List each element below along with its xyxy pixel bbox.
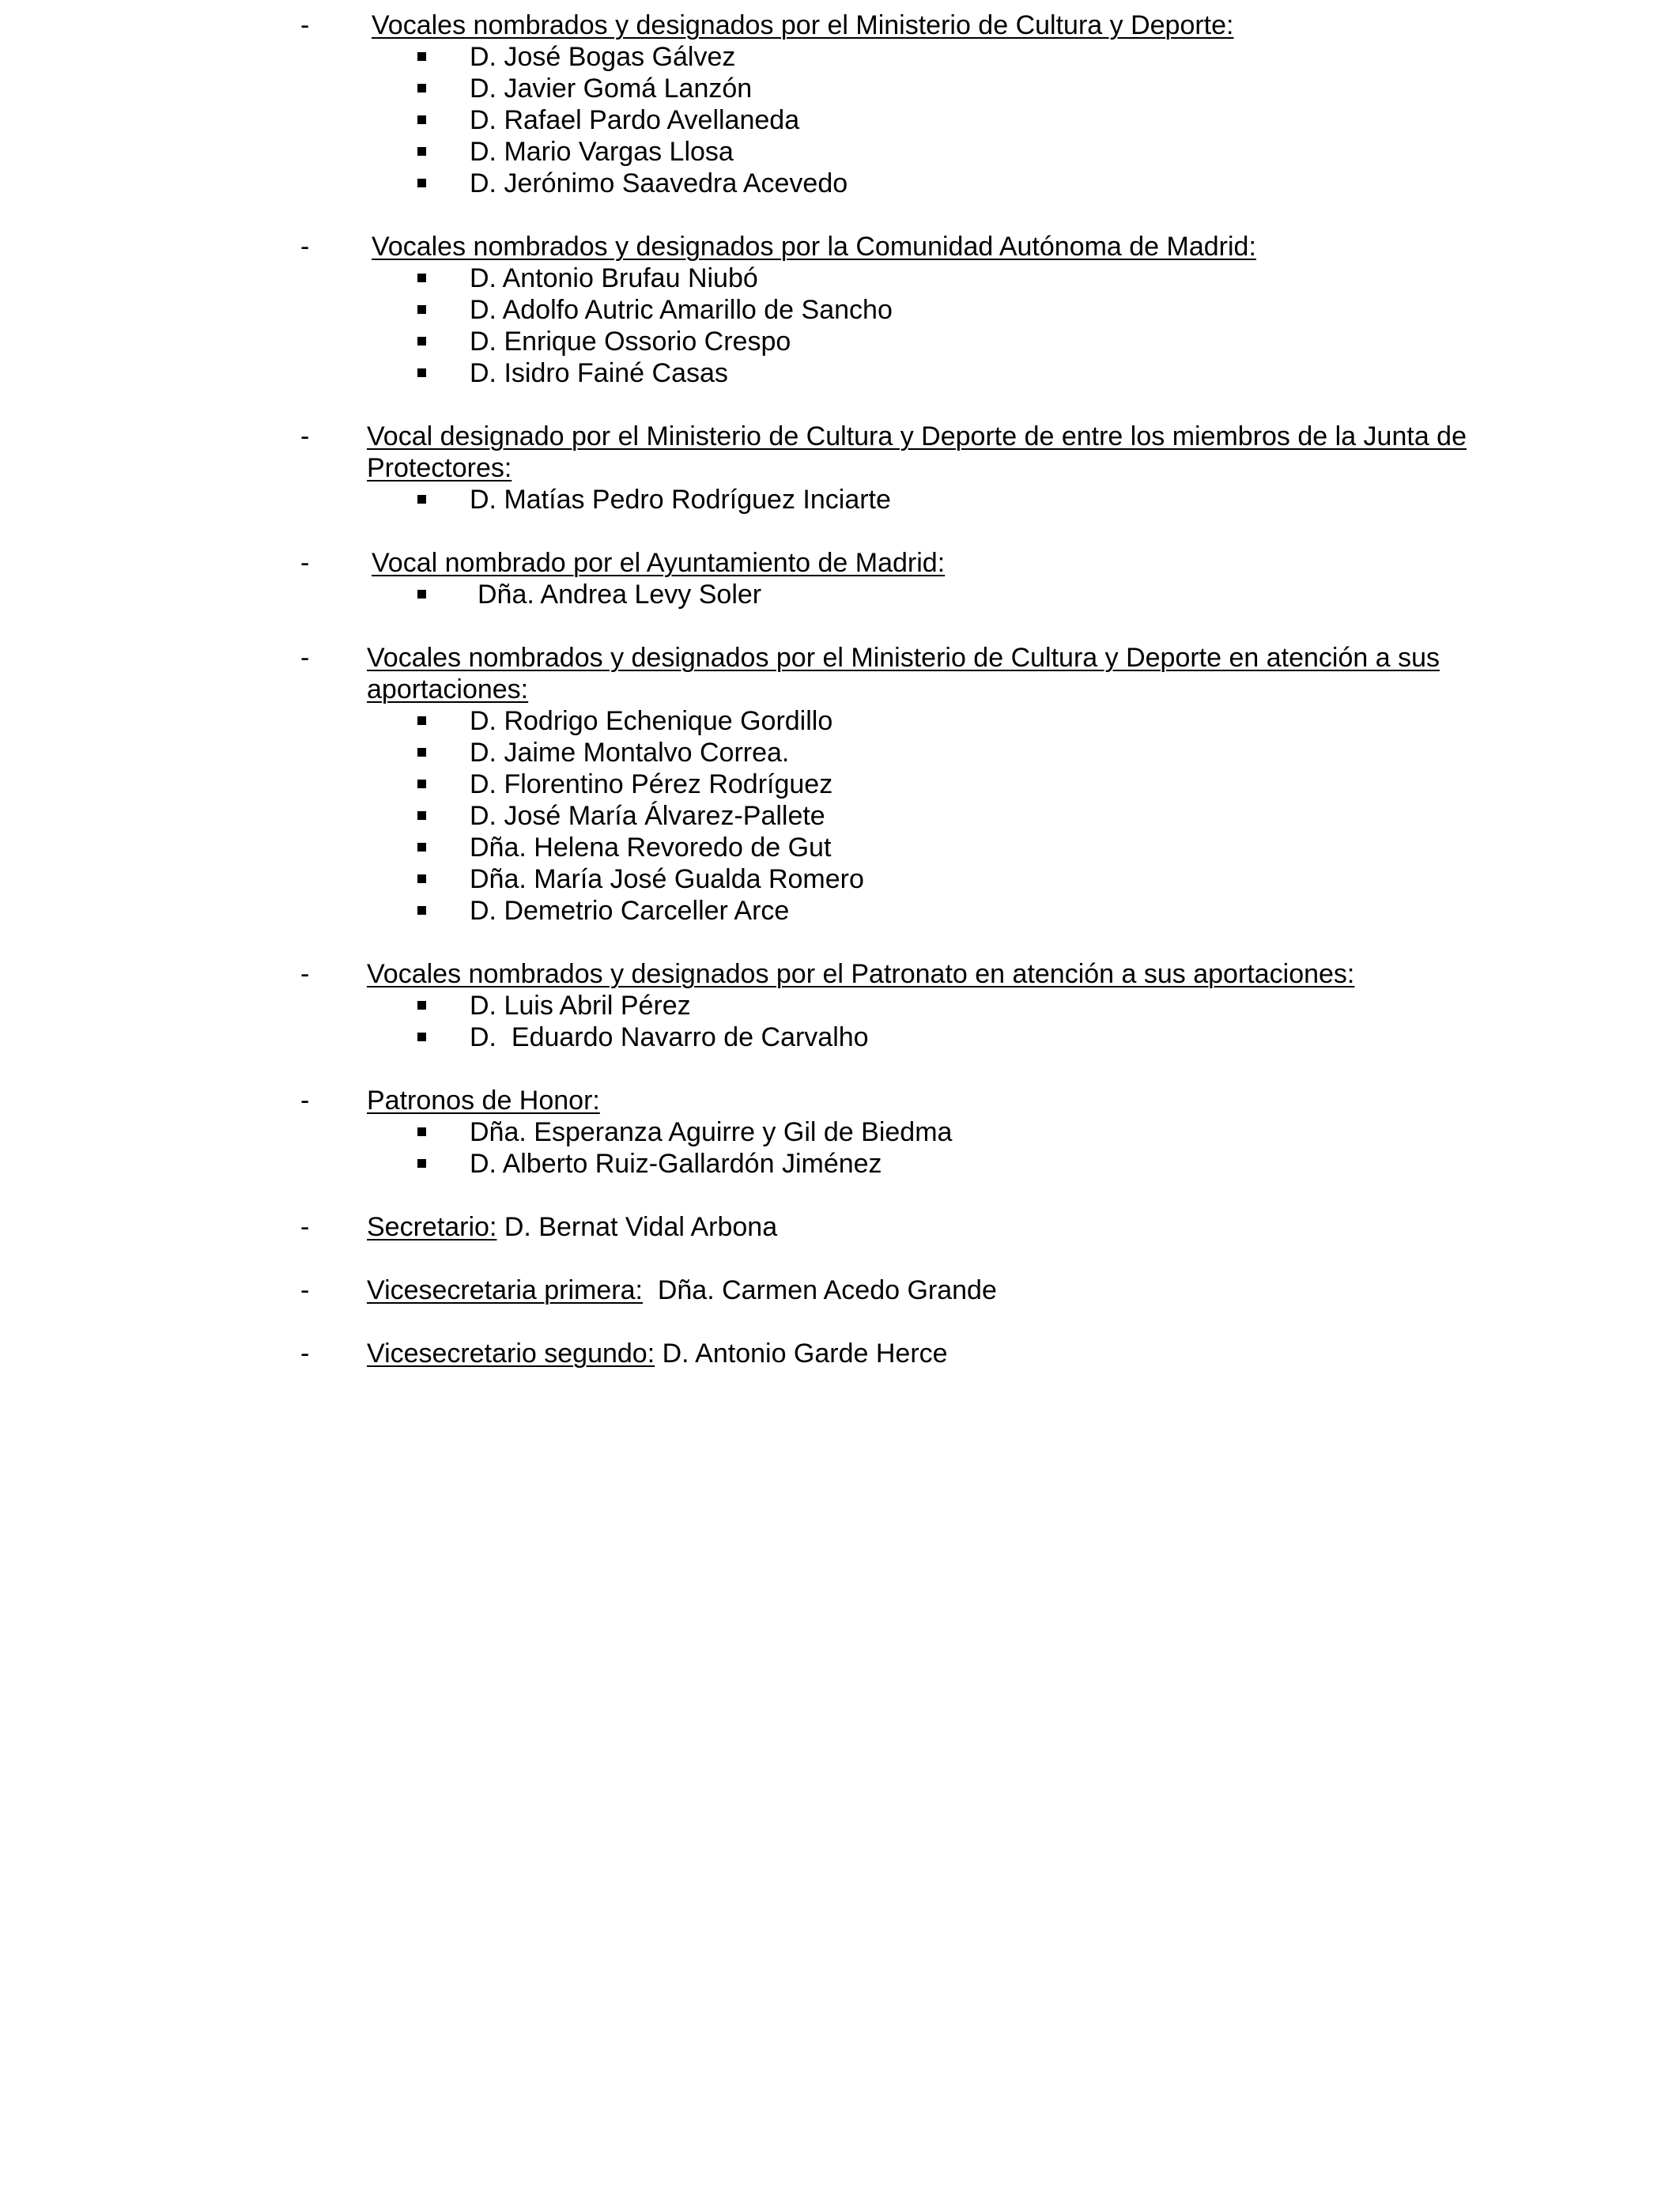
list-item: Dña. María José Gualda Romero [470, 864, 864, 894]
list-item: D. Antonio Brufau Niubó [470, 263, 758, 293]
list-item: D. Mario Vargas Llosa [470, 137, 734, 167]
list-item: D. José Bogas Gálvez [470, 42, 736, 72]
list-item: D. Florentino Pérez Rodríguez [470, 769, 833, 799]
bullet-icon [417, 874, 426, 883]
bullet-icon [417, 843, 426, 852]
section-dash: - [300, 548, 310, 578]
bullet-icon [417, 495, 426, 504]
officer-dash: - [300, 1339, 310, 1369]
section-heading: Vocal nombrado por el Ayuntamiento de Madrid: [372, 548, 946, 578]
officer-vicesecretaria-primera [367, 1274, 997, 1306]
list-item: D. Rafael Pardo Avellaneda [470, 105, 800, 135]
section-dash: - [300, 10, 310, 40]
officer-value: D. Bernat Vidal Arbona [496, 1212, 778, 1242]
section-heading: Vocal designado por el Ministerio de Cultura y Deporte de entre los miembros de la Junta de [367, 421, 1467, 451]
officer-value: D. Antonio Garde Herce [655, 1339, 948, 1369]
officer-label: Vicesecretario segundo: [367, 1339, 655, 1369]
bullet-icon [417, 590, 426, 599]
officer-value: Dña. Carmen Acedo Grande [642, 1275, 997, 1305]
section-heading: Vocales nombrados y designados por el Ministerio de Cultura y Deporte en atención a sus [367, 643, 1440, 673]
officer-label: Secretario: [367, 1212, 497, 1242]
list-item: D. Luis Abril Pérez [470, 991, 691, 1021]
bullet-icon [417, 337, 426, 346]
bullet-icon [417, 716, 426, 725]
section-heading: Vocales nombrados y designados por la Comunidad Autónoma de Madrid: [372, 232, 1256, 262]
officer-dash: - [300, 1212, 310, 1242]
section-dash: - [300, 232, 310, 262]
section-dash: - [300, 1086, 310, 1116]
bullet-icon [417, 52, 426, 61]
bullet-icon [417, 748, 426, 757]
bullet-icon [417, 811, 426, 820]
list-item: D. Jerónimo Saavedra Acevedo [470, 168, 848, 198]
list-item: D. Alberto Ruiz-Gallardón Jiménez [470, 1149, 882, 1179]
bullet-icon [417, 1159, 426, 1168]
section-dash: - [300, 421, 310, 451]
list-item: Dña. Helena Revoredo de Gut [470, 833, 832, 863]
officer-label: Vicesecretaria primera: [367, 1275, 643, 1305]
bullet-icon [417, 1033, 426, 1041]
officer-vicesecretario-segundo [367, 1338, 948, 1369]
bullet-icon [417, 368, 426, 377]
list-item: D. Adolfo Autric Amarillo de Sancho [470, 295, 893, 325]
bullet-icon [417, 274, 426, 282]
bullet-icon [417, 305, 426, 314]
bullet-icon [417, 1001, 426, 1010]
list-item: D. Eduardo Navarro de Carvalho [470, 1022, 869, 1052]
bullet-icon [417, 179, 426, 187]
section-heading-continued: Protectores: [367, 453, 512, 483]
bullet-icon [417, 1127, 426, 1136]
list-item: Dña. Andrea Levy Soler [478, 580, 762, 610]
section-heading: Patronos de Honor: [367, 1086, 600, 1116]
bullet-icon [417, 84, 426, 93]
list-item: D. Isidro Fainé Casas [470, 358, 728, 388]
section-heading: Vocales nombrados y designados por el Ministerio de Cultura y Deporte: [372, 10, 1234, 40]
section-heading: Vocales nombrados y designados por el Patronato en atención a sus aportaciones: [367, 959, 1355, 989]
list-item: D. Demetrio Carceller Arce [470, 896, 790, 926]
list-item: D. Matías Pedro Rodríguez Inciarte [470, 485, 891, 515]
list-item: D. Rodrigo Echenique Gordillo [470, 706, 833, 736]
list-item: D. Jaime Montalvo Correa. [470, 738, 790, 768]
section-heading-continued: aportaciones: [367, 674, 529, 704]
bullet-icon [417, 780, 426, 788]
section-dash: - [300, 959, 310, 989]
section-dash: - [300, 643, 310, 673]
list-item: Dña. Esperanza Aguirre y Gil de Biedma [470, 1117, 953, 1147]
bullet-icon [417, 115, 426, 124]
list-item: D. José María Álvarez-Pallete [470, 801, 825, 831]
bullet-icon [417, 906, 426, 915]
list-item: D. Enrique Ossorio Crespo [470, 327, 791, 357]
bullet-icon [417, 147, 426, 156]
officer-secretario [367, 1211, 777, 1243]
officer-dash: - [300, 1275, 310, 1305]
list-item: D. Javier Gomá Lanzón [470, 74, 753, 104]
